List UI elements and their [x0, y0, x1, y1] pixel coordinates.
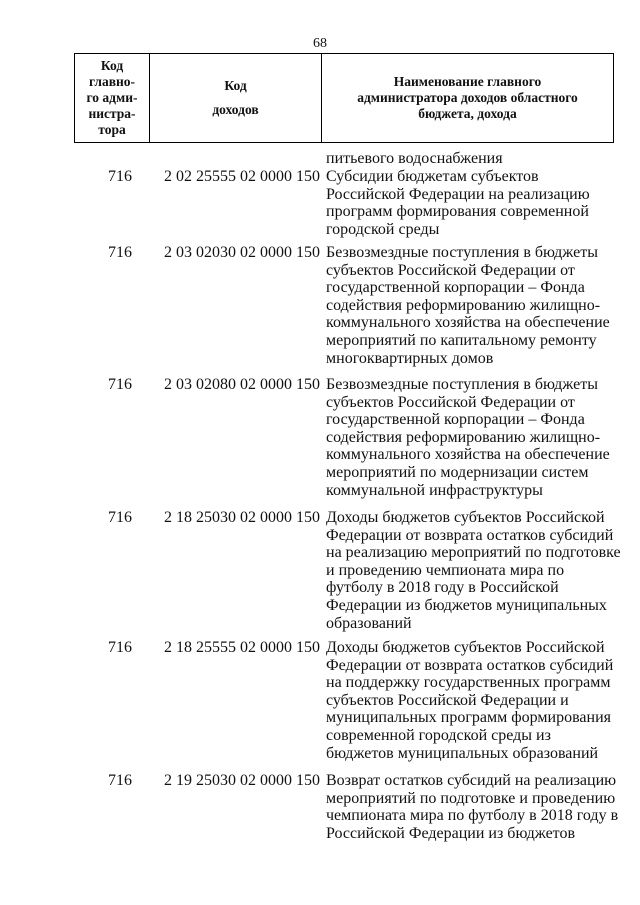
name-line: мероприятий по капитальному ремонту [326, 331, 597, 349]
name-line: коммунального хозяйства на обеспечение [326, 446, 610, 464]
admin-code: 716 [108, 244, 132, 261]
name-line: Доходы бюджетов субъектов Российской [326, 509, 605, 526]
header-text: Код [224, 78, 247, 93]
name-line: на поддержку государственных программ [326, 674, 611, 692]
header-text: администратора доходов областного [357, 90, 578, 105]
name-line: современной городской среды из [326, 726, 551, 744]
revenue-code: 2 03 02080 02 0000 150 [164, 376, 320, 393]
name-line: субъектов Российской Федерации и [326, 691, 569, 709]
header-text: го адми- [86, 90, 138, 105]
name-line: Субсидии бюджетам субъектов [326, 168, 539, 185]
name-line: Безвозмездные поступления в бюджеты [326, 376, 598, 393]
name-line: футболу в 2018 году в Российской [326, 579, 559, 597]
name-line: многоквартирных домов [326, 349, 494, 367]
page-number: 68 [313, 36, 327, 51]
revenue-name [326, 244, 616, 367]
name-line: содействия реформированию жилищно- [326, 296, 601, 314]
admin-code: 716 [108, 772, 132, 789]
name-line: Безвозмездные поступления в бюджеты [326, 244, 598, 261]
header-text: нистра- [88, 106, 136, 121]
name-line: городской среды [326, 220, 440, 238]
continuation-text: питьевого водоснабжения [326, 150, 503, 167]
name-line: коммунального хозяйства на обеспечение [326, 314, 610, 332]
name-line: коммунальной инфраструктуры [326, 481, 543, 499]
revenue-name [326, 376, 616, 499]
header-text: доходов [212, 102, 259, 117]
admin-code: 716 [108, 639, 132, 656]
revenue-name [326, 772, 619, 842]
header-name [322, 54, 614, 142]
name-line: чемпионата мира по футболу в 2018 году в [326, 807, 619, 825]
name-line: бюджетов муниципальных образований [326, 744, 599, 762]
name-line: образований [326, 614, 412, 632]
header-text: Наименование главного [393, 74, 542, 89]
revenue-name [326, 509, 621, 632]
name-line: Федерации от возврата остатков субсидий [326, 526, 614, 544]
header-revenue-code [150, 54, 322, 142]
name-line: Возврат остатков субсидий на реализацию [326, 772, 617, 789]
name-line: Федерации от возврата остатков субсидий [326, 656, 614, 674]
header-text: тора [98, 122, 126, 137]
name-line: субъектов Российской Федерации от [326, 261, 575, 279]
name-line: государственной корпорации – Фонда [326, 279, 585, 297]
revenue-code: 2 18 25555 02 0000 150 [164, 639, 320, 656]
revenue-code: 2 02 25555 02 0000 150 [164, 168, 320, 185]
revenue-name [326, 168, 616, 238]
header-text: главно- [88, 74, 136, 89]
header-text: Код [100, 58, 124, 73]
name-line: субъектов Российской Федерации от [326, 393, 575, 411]
name-line: мероприятий по модернизации систем [326, 463, 589, 481]
header-text: бюджета, дохода [418, 106, 517, 121]
admin-code: 716 [108, 376, 132, 393]
name-line: мероприятий по подготовке и проведению [326, 789, 616, 807]
table-header [74, 53, 614, 143]
admin-code: 716 [108, 509, 132, 526]
name-line: Российской Федерации на реализацию [326, 185, 590, 203]
name-line: Федерации из бюджетов муниципальных [326, 596, 607, 614]
revenue-code: 2 18 25030 02 0000 150 [164, 509, 320, 526]
name-line: государственной корпорации – Фонда [326, 411, 585, 429]
name-line: Доходы бюджетов субъектов Российской [326, 639, 605, 656]
admin-code: 716 [108, 168, 132, 185]
revenue-code: 2 03 02030 02 0000 150 [164, 244, 320, 261]
name-line: муниципальных программ формирования [326, 709, 611, 727]
name-line: на реализацию мероприятий по подготовке [326, 544, 621, 562]
name-line: содействия реформированию жилищно- [326, 428, 601, 446]
revenue-name [326, 639, 616, 762]
revenue-code: 2 19 25030 02 0000 150 [164, 772, 320, 789]
header-admin-code [74, 54, 150, 142]
name-line: Российской Федерации из бюджетов [326, 824, 575, 842]
name-line: и проведению чемпионата мира по [326, 561, 565, 579]
name-line: программ формирования современной [326, 203, 589, 221]
